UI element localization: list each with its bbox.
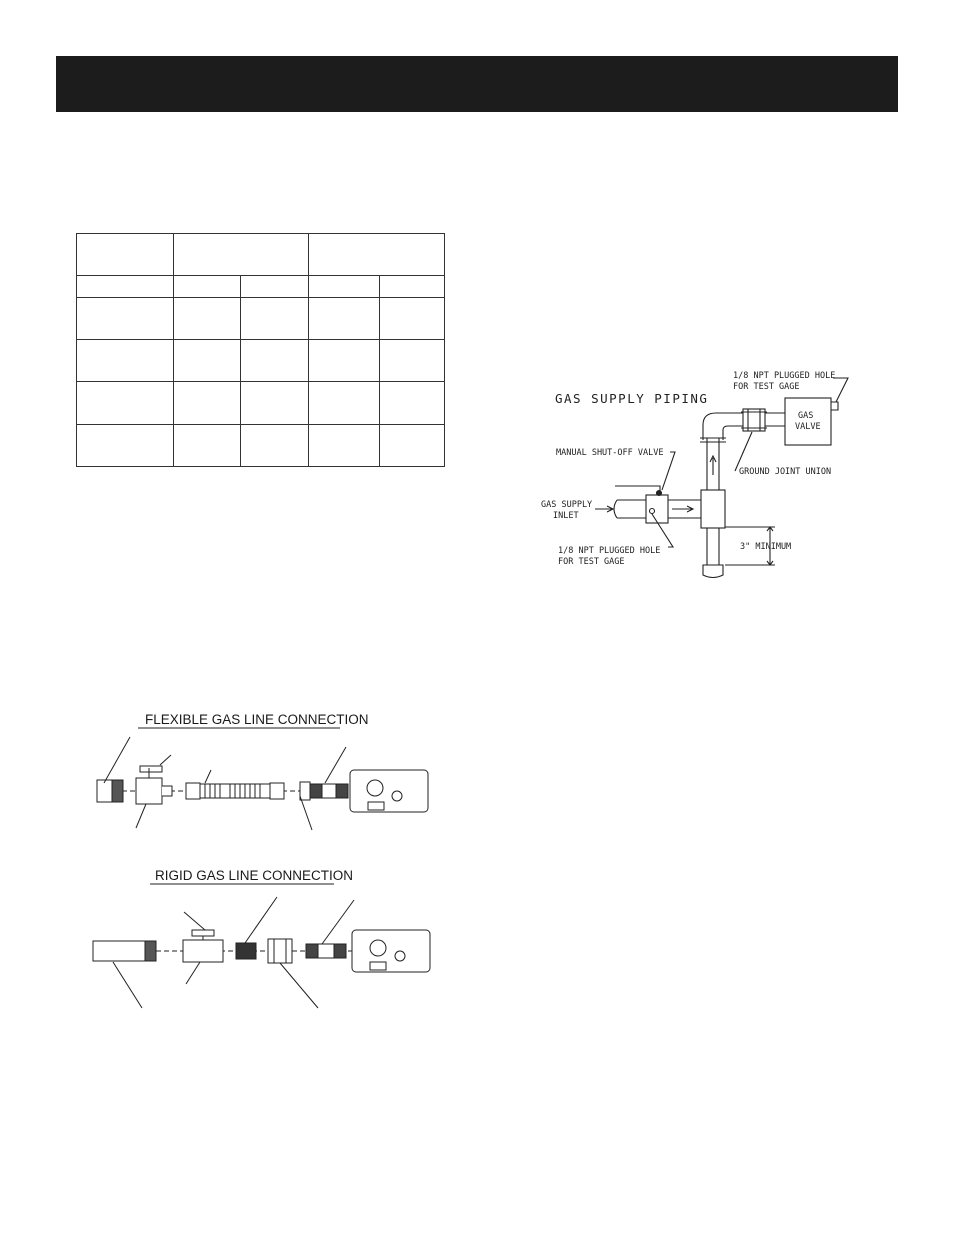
label-ground-joint-union: GROUND JOINT UNION: [739, 467, 832, 477]
label-test-gage-top-2: FOR TEST GAGE: [733, 382, 800, 392]
plugged-hole-marker: [831, 402, 838, 410]
rigid-leader-4: [245, 897, 277, 943]
flex-shutoff-valve: [136, 778, 162, 804]
rigid-gas-valve: [352, 930, 430, 972]
valve-stem: [657, 491, 662, 496]
flex-connector-fitting: [186, 783, 200, 799]
valve-handle: [615, 486, 660, 495]
gas-supply-piping-title: GAS SUPPLY PIPING: [555, 391, 709, 406]
rigid-nipple-1: [236, 943, 256, 959]
flex-adapter-fitting: [300, 782, 310, 800]
rigid-shutoff-valve: [183, 940, 223, 962]
drip-leg-cap: [703, 565, 723, 578]
label-test-gage-bottom-2: FOR TEST GAGE: [558, 557, 625, 567]
flex-gas-valve: [350, 770, 428, 812]
elbow-fitting: [700, 413, 740, 442]
manual-shutoff-valve-body: [646, 495, 668, 523]
rigid-gas-line-diagram: [93, 868, 430, 1008]
rigid-diagram-title: RIGID GAS LINE CONNECTION: [155, 868, 354, 883]
leader-test-gage-top: [833, 378, 848, 402]
tee-fitting: [701, 490, 725, 528]
flex-leader-5: [300, 796, 312, 830]
rigid-leader-6: [322, 900, 354, 944]
flow-arrow-right: [672, 506, 693, 512]
rigid-leader-3: [186, 962, 200, 984]
leader-ground-joint: [735, 432, 752, 471]
flex-leader-2: [160, 755, 171, 765]
label-test-gage-bottom-1: 1/8 NPT PLUGGED HOLE: [558, 546, 661, 556]
label-test-gage-top-1: 1/8 NPT PLUGGED HOLE: [733, 371, 836, 381]
rigid-leader-2: [184, 912, 205, 930]
flex-leader-3: [205, 770, 211, 783]
flexible-diagram-title: FLEXIBLE GAS LINE CONNECTION: [145, 712, 369, 727]
flexible-gas-line-diagram: [97, 712, 428, 830]
gas-valve-label-2: VALVE: [795, 422, 821, 432]
label-3-inch-minimum: 3" MINIMUM: [740, 542, 792, 552]
flow-arrow-up: [710, 456, 716, 475]
rigid-leader-1: [113, 962, 142, 1008]
gas-valve-label-1: GAS: [798, 411, 814, 421]
flex-leader-6: [325, 747, 346, 783]
rigid-leader-5: [280, 963, 318, 1008]
flex-leader-1: [104, 737, 130, 783]
flow-arrow-inlet: [595, 506, 613, 512]
label-gas-supply-2: INLET: [553, 511, 579, 521]
flex-leader-4: [136, 804, 146, 828]
label-manual-shutoff: MANUAL SHUT-OFF VALVE: [556, 448, 664, 458]
label-gas-supply-1: GAS SUPPLY: [541, 500, 593, 510]
leader-manual-shutoff: [662, 452, 675, 490]
rigid-union: [268, 939, 292, 963]
